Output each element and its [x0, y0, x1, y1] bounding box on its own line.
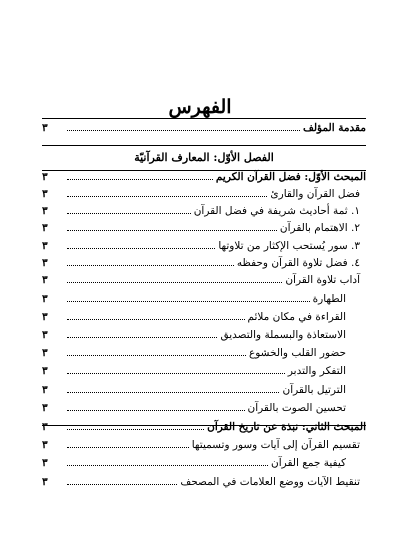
page-number: ٣	[42, 421, 48, 433]
page-number: ٣	[42, 293, 48, 305]
toc-entry[interactable]	[42, 289, 366, 305]
toc-entry[interactable]	[42, 361, 366, 377]
toc-entry[interactable]	[42, 417, 366, 433]
toc-entry-label: الاستعاذة والبسملة والتصديق	[220, 329, 346, 341]
dot-leader	[67, 300, 310, 302]
toc-entry-label: المبحث الثاني: نبذة عن تاريخ القرآن	[207, 421, 366, 433]
toc-entry-label: ٣. سور يُستحب الإكثار من تلاوتها	[218, 240, 360, 252]
toc-entry[interactable]	[42, 325, 366, 341]
toc-entry-label: الطهارة	[312, 293, 346, 305]
dot-leader	[67, 372, 285, 374]
toc-entry[interactable]	[42, 307, 366, 323]
toc-entry[interactable]	[42, 236, 366, 252]
dot-leader	[67, 336, 217, 338]
toc-entry-label: فضل القرآن والقارئ	[270, 188, 360, 200]
toc-entry[interactable]	[42, 167, 366, 183]
dot-leader	[67, 281, 282, 283]
page-number: ٣	[42, 476, 48, 488]
dot-leader	[67, 391, 279, 393]
page-number: ٣	[42, 439, 48, 451]
dot-leader	[67, 229, 277, 231]
toc-entry[interactable]	[42, 218, 366, 234]
toc-entry-label: تنقيط الآيات ووضع العلامات في المصحف	[180, 476, 360, 488]
page-number: ٣	[42, 365, 48, 377]
page-number: ٣	[42, 240, 48, 252]
dot-leader	[67, 195, 267, 197]
toc-entry[interactable]	[42, 253, 366, 269]
dot-leader	[67, 483, 177, 485]
toc-entry-label: مقدمة المؤلف	[302, 122, 366, 134]
divider-line	[42, 145, 366, 146]
toc-entry[interactable]	[42, 453, 366, 469]
toc-entry-label: المبحث الأوّل: فضل القرآن الكريم	[215, 171, 366, 183]
toc-entry[interactable]	[42, 472, 366, 488]
toc-entry[interactable]	[42, 184, 366, 200]
toc-entry[interactable]	[42, 343, 366, 359]
toc-entry[interactable]	[42, 435, 366, 451]
page-number: ٣	[42, 384, 48, 396]
page-title: الفهرس	[168, 96, 232, 118]
page-number: ٣	[42, 329, 48, 341]
toc-entry-label: ١. ثمة أحاديث شريفة في فضل القرآن	[193, 205, 360, 217]
dot-leader	[67, 212, 191, 214]
page-number: ٣	[42, 402, 48, 414]
toc-entry[interactable]	[42, 398, 366, 414]
toc-entry-label: التفكر والتدبر	[287, 365, 346, 377]
toc-entry-label: آداب تلاوة القرآن	[285, 274, 360, 286]
dot-leader	[67, 129, 300, 131]
dot-leader	[67, 247, 215, 249]
page-number: ٣	[42, 205, 48, 217]
toc-entry[interactable]	[42, 201, 366, 217]
toc-entry-label: كيفية جمع القرآن	[271, 457, 346, 469]
toc-entry-label: تقسيم القرآن إلى آيات وسور وتسميتها	[191, 439, 360, 451]
toc-entry[interactable]	[42, 270, 366, 286]
chapter-heading: الفصل الأوّل: المعارف القرآنيّة	[134, 151, 274, 164]
dot-leader	[67, 354, 246, 356]
page-number: ٣	[42, 171, 48, 183]
page-number: ٣	[42, 347, 48, 359]
dot-leader	[67, 428, 204, 430]
page-number: ٣	[42, 274, 48, 286]
toc-entry-label: ٤. فضل تلاوة القرآن وحفظه	[236, 257, 360, 269]
dot-leader	[67, 409, 245, 411]
dot-leader	[67, 464, 268, 466]
page-number: ٣	[42, 257, 48, 269]
dot-leader	[67, 318, 245, 320]
page-number: ٣	[42, 222, 48, 234]
toc-entry-label: حضور القلب والخشوع	[248, 347, 346, 359]
dot-leader	[67, 446, 189, 448]
dot-leader	[67, 264, 234, 266]
toc-entry-label: الترتيل بالقرآن	[282, 384, 346, 396]
page-number: ٣	[42, 311, 48, 323]
page-number: ٣	[42, 188, 48, 200]
page-number: ٣	[42, 122, 48, 134]
toc-entry-label: القراءة في مكان ملائم	[247, 311, 346, 323]
toc-entry-label: تحسين الصوت بالقرآن	[247, 402, 346, 414]
page-number: ٣	[42, 457, 48, 469]
toc-entry[interactable]	[42, 118, 366, 134]
toc-entry[interactable]	[42, 380, 366, 396]
toc-entry-label: ٢. الاهتمام بالقرآن	[279, 222, 360, 234]
dot-leader	[67, 178, 213, 180]
